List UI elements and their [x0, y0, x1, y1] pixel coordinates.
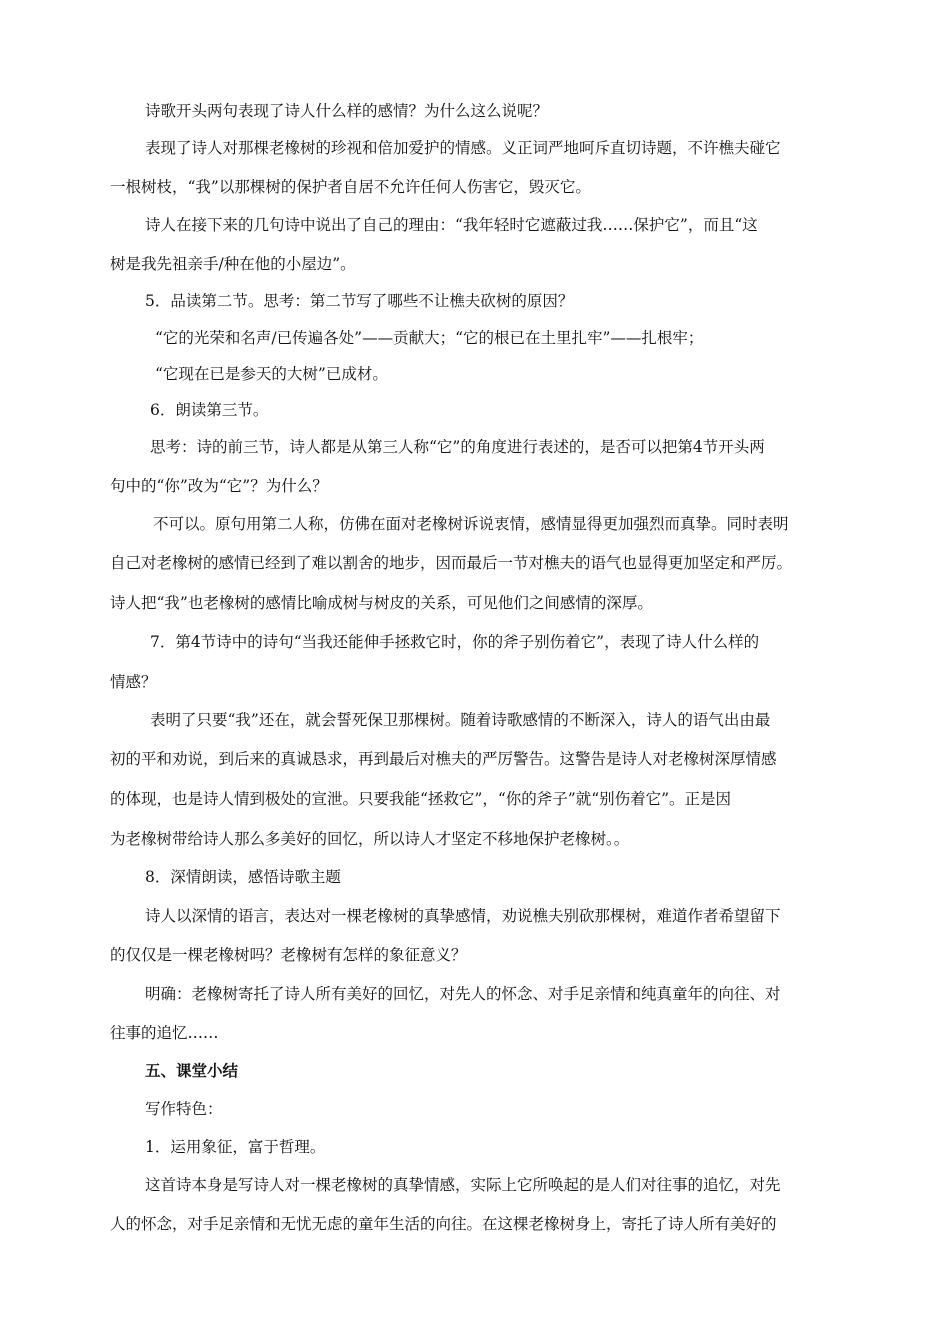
section-heading: 五、课堂小结	[145, 1061, 239, 1080]
text-line: 树是我先祖亲手/种在他的小屋边”。	[110, 255, 356, 273]
text-line: 1．运用象征，富于哲理。	[145, 1138, 326, 1156]
text-line: 诗人以深情的语言，表达对一棵老橡树的真挚感情，劝说樵夫别砍那棵树，难道作者希望留下	[145, 907, 781, 925]
text-line: 诗人把“我”也老橡树的感情比喻成树与树皮的关系，可见他们之间感情的深厚。	[110, 594, 653, 612]
text-line: 诗人在接下来的几句诗中说出了自己的理由：“我年轻时它遮蔽过我……保护它”，而且“这	[145, 216, 758, 234]
text-line: 句中的“你”改为“它”？为什么？	[110, 477, 328, 495]
text-line: 8．深情朗读，感悟诗歌主题	[145, 868, 341, 886]
text-line: 这首诗本身是写诗人对一棵老橡树的真挚情感，实际上它所唤起的是人们对往事的追忆，对先	[145, 1176, 781, 1194]
text-line: 表现了诗人对那棵老橡树的珍视和倍加爱护的情感。义正词严地呵斥直切诗题，不许樵夫碰它	[145, 139, 781, 157]
text-line: 的仅仅是一棵老橡树吗？老橡树有怎样的象征意义？	[110, 946, 467, 964]
text-line: 为老橡树带给诗人那么多美好的回忆，所以诗人才坚定不移地保护老橡树。。	[110, 830, 630, 848]
text-line: 7．第4节诗中的诗句“当我还能伸手拯救它时，你的斧子别伤着它”，表现了诗人什么样的	[150, 633, 760, 651]
text-line: 往事的追忆……	[110, 1024, 219, 1042]
text-line: 不可以。原句用第二人称，仿佛在面对老橡树诉说衷情，感情显得更加强烈而真挚。同时表明	[153, 515, 789, 533]
text-line: 写作特色：	[145, 1100, 223, 1118]
text-line: 5．品读第二节。思考：第二节写了哪些不让樵夫砍树的原因？	[145, 292, 574, 310]
text-line: 的体现，也是诗人情到极处的宣泄。只要我能“拯救它”，“你的斧子”就“别伤着它”。正是因	[110, 790, 732, 808]
text-line: 人的怀念，对手足亲情和无忧无虑的童年生活的向往。在这棵老橡树身上，寄托了诗人所有美好的	[110, 1215, 777, 1233]
text-line: 6．朗读第三节。	[150, 401, 269, 419]
text-line: 自己对老橡树的感情已经到了难以割舍的地步，因而最后一节对樵夫的语气也显得更加坚定和严厉。	[110, 554, 793, 572]
text-line: 明确：老橡树寄托了诗人所有美好的回忆，对先人的怀念、对手足亲情和纯真童年的向往、对	[145, 985, 781, 1003]
text-line: 一根树枝，“我”以那棵树的保护者自居不允许任何人伤害它，毁灭它。	[110, 178, 591, 196]
text-line: 表明了只要“我”还在，就会誓死保卫那棵树。随着诗歌感情的不断深入，诗人的语气出由最	[150, 711, 771, 729]
text-line: “它的光荣和名声/已传遍各处”——贡献大；“它的根已在土里扎牢”——扎根牢；	[155, 329, 704, 347]
text-line: 情感？	[110, 673, 157, 691]
text-line: 初的平和劝说，到后来的真诚恳求，再到最后对樵夫的严厉警告。这警告是诗人对老橡树深厚情感	[110, 750, 777, 768]
text-line: 思考：诗的前三节，诗人都是从第三人称“它”的角度进行表述的，是否可以把第4节开头两	[150, 438, 765, 456]
text-line: 诗歌开头两句表现了诗人什么样的感情？为什么这么说呢？	[145, 102, 549, 120]
text-line: “它现在已是参天的大树”已成材。	[155, 365, 388, 383]
